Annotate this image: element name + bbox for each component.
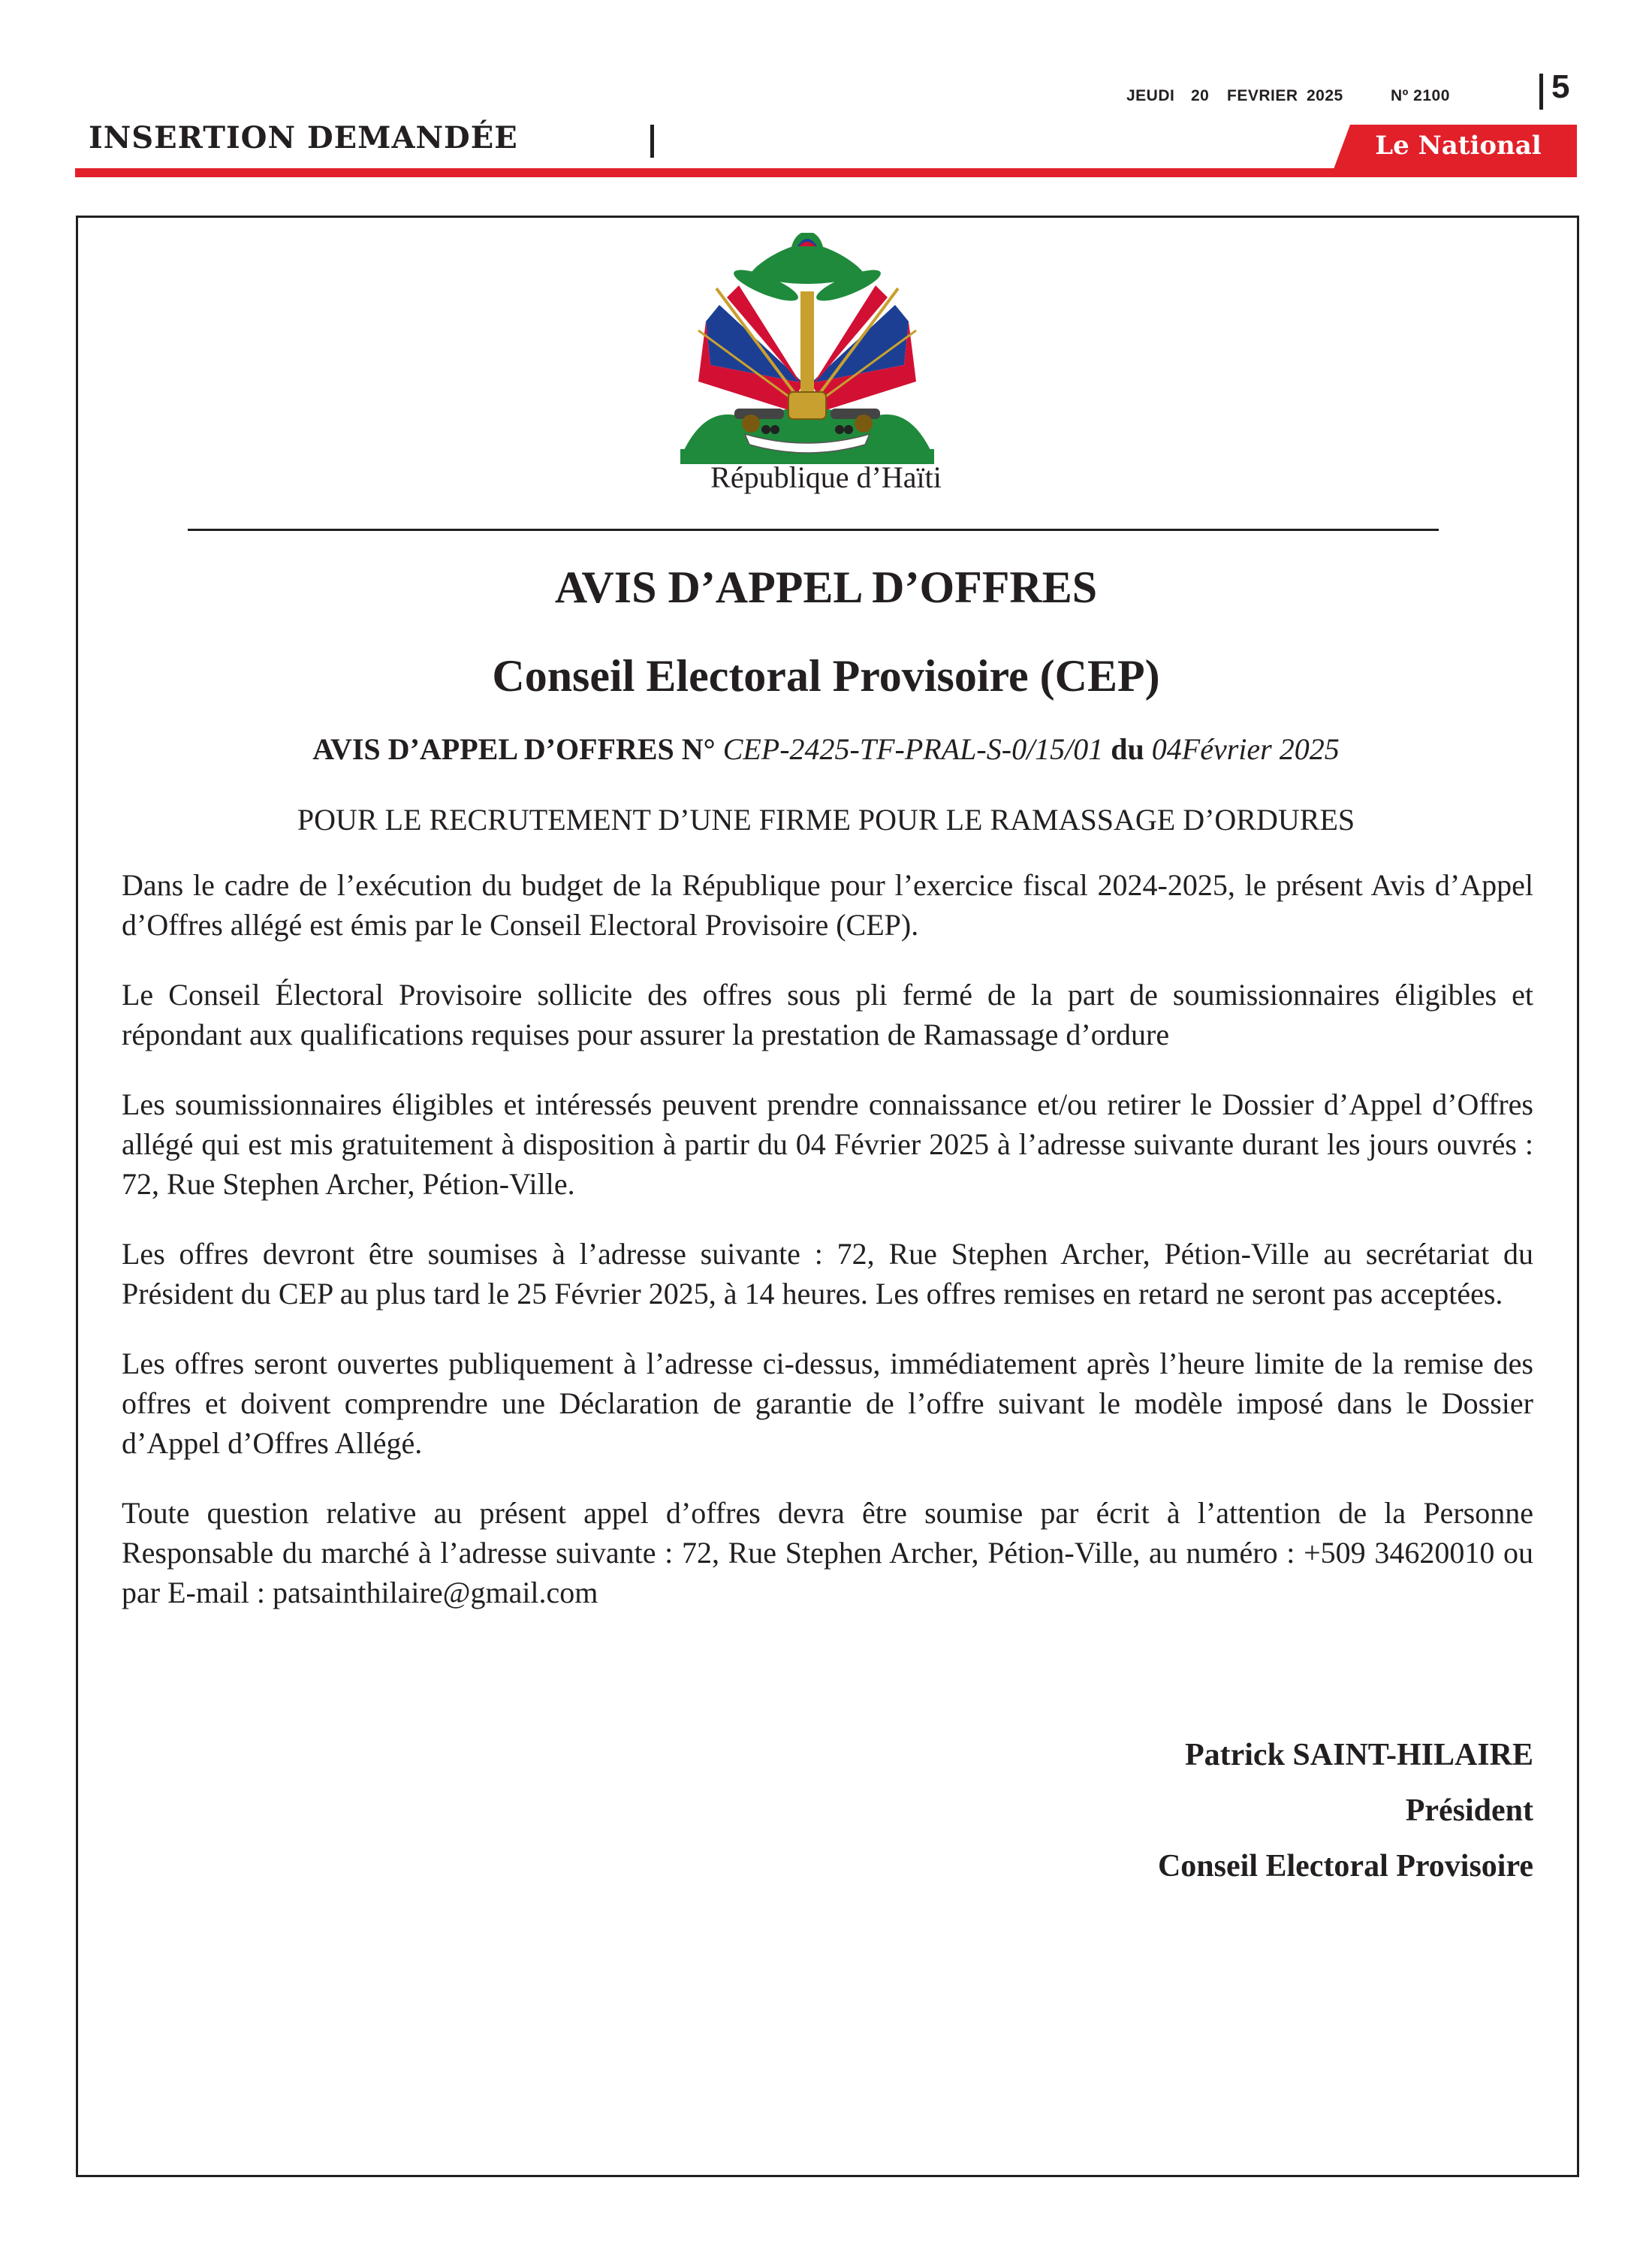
reference-number: CEP-2425-TF-PRAL-S-0/15/01: [722, 732, 1104, 766]
paragraph-submission-deadline: Les offres devront être soumises à l’adresse suivante : 72, Rue Stephen Archer, Pétion-Ville au secrétariat du Président du CEP au plus tard le 25 Février 2025, à 14 heures. Les offres remises en retard ne seront pas acceptées.: [122, 1237, 1533, 1310]
purpose-line: POUR LE RECRUTEMENT D’UNE FIRME POUR LE RAMASSAGE D’ORDURES: [297, 803, 1355, 837]
section-label: INSERTION DEMANDÉE: [89, 120, 518, 155]
page-number: 5: [1551, 68, 1570, 105]
reference-line: [0, 731, 1652, 767]
republic-label: République d’Haïti: [710, 460, 942, 494]
notice-body: [122, 865, 1533, 1642]
reference-du: du: [1111, 732, 1144, 766]
signature-block: [901, 1727, 1533, 1894]
haiti-coat-of-arms-icon: [676, 233, 939, 466]
reference-prefix: AVIS D’APPEL D’OFFRES N°: [312, 732, 716, 766]
paragraph-contact: Toute question relative au présent appel d’offres devra être soumise par écrit à l’attention de la Personne Responsable du marché à l’adresse suivante : 72, Rue Stephen Archer, Pétion-Ville, au numéro : +509 34620010 ou par E-mail : patsainthilaire@gmail.com: [122, 1496, 1533, 1609]
paragraph-dossier-availability: Les soumissionnaires éligibles et intéressés peuvent prendre connaissance et/ou retirer le Dossier d’Appel d’Offres allégé qui est mis gratuitement à disposition à partir du 04 Février 2025 à l’adresse suivante durant les jours ouvrés : 72, Rue Stephen Archer, Pétion-Ville.: [122, 1087, 1533, 1201]
paragraph-bid-opening: Les offres seront ouvertes publiquement à l’adresse ci-dessus, immédiatement après l’heure limite de la remise des offres et doivent comprendre une Déclaration de garantie de l’offre suivant le modèle imposé dans le Dossier d’Appel d’Offres Allégé.: [122, 1347, 1533, 1460]
issue-year: 2025: [1307, 87, 1343, 104]
title-divider: [188, 529, 1439, 531]
page-number-divider: [1539, 74, 1543, 110]
issue-month: FEVRIER: [1227, 87, 1298, 104]
newspaper-name: Le National: [1375, 131, 1542, 161]
signatory-organization: Conseil Electoral Provisoire: [1157, 1849, 1533, 1884]
reference-date: 04Février 2025: [1151, 732, 1340, 766]
signatory-role: Président: [1405, 1793, 1533, 1828]
paragraph-solicitation: Le Conseil Électoral Provisoire sollicite des offres sous pli fermé de la part de soumissionnaires éligibles et répondant aux qualifications requises pour assurer la prestation de Ramassage d’ordure: [122, 978, 1533, 1051]
issuer-title: Conseil Electoral Provisoire (CEP): [492, 651, 1160, 701]
issue-day: JEUDI: [1126, 87, 1175, 104]
issue-number: Nº 2100: [1391, 87, 1450, 104]
notice-title: AVIS D’APPEL D’OFFRES: [554, 562, 1098, 612]
paragraph-budget-context: Dans le cadre de l’exécution du budget de la République pour l’exercice fiscal 2024-2025, le présent Avis d’Appel d’Offres allégé est émis par le Conseil Electoral Provisoire (CEP).: [122, 868, 1533, 942]
section-divider: [650, 125, 654, 158]
header-rule: [75, 168, 1577, 177]
issue-info: [1126, 87, 1450, 105]
signatory-name: Patrick SAINT-HILAIRE: [1184, 1738, 1533, 1772]
issue-date: 20: [1191, 87, 1210, 104]
